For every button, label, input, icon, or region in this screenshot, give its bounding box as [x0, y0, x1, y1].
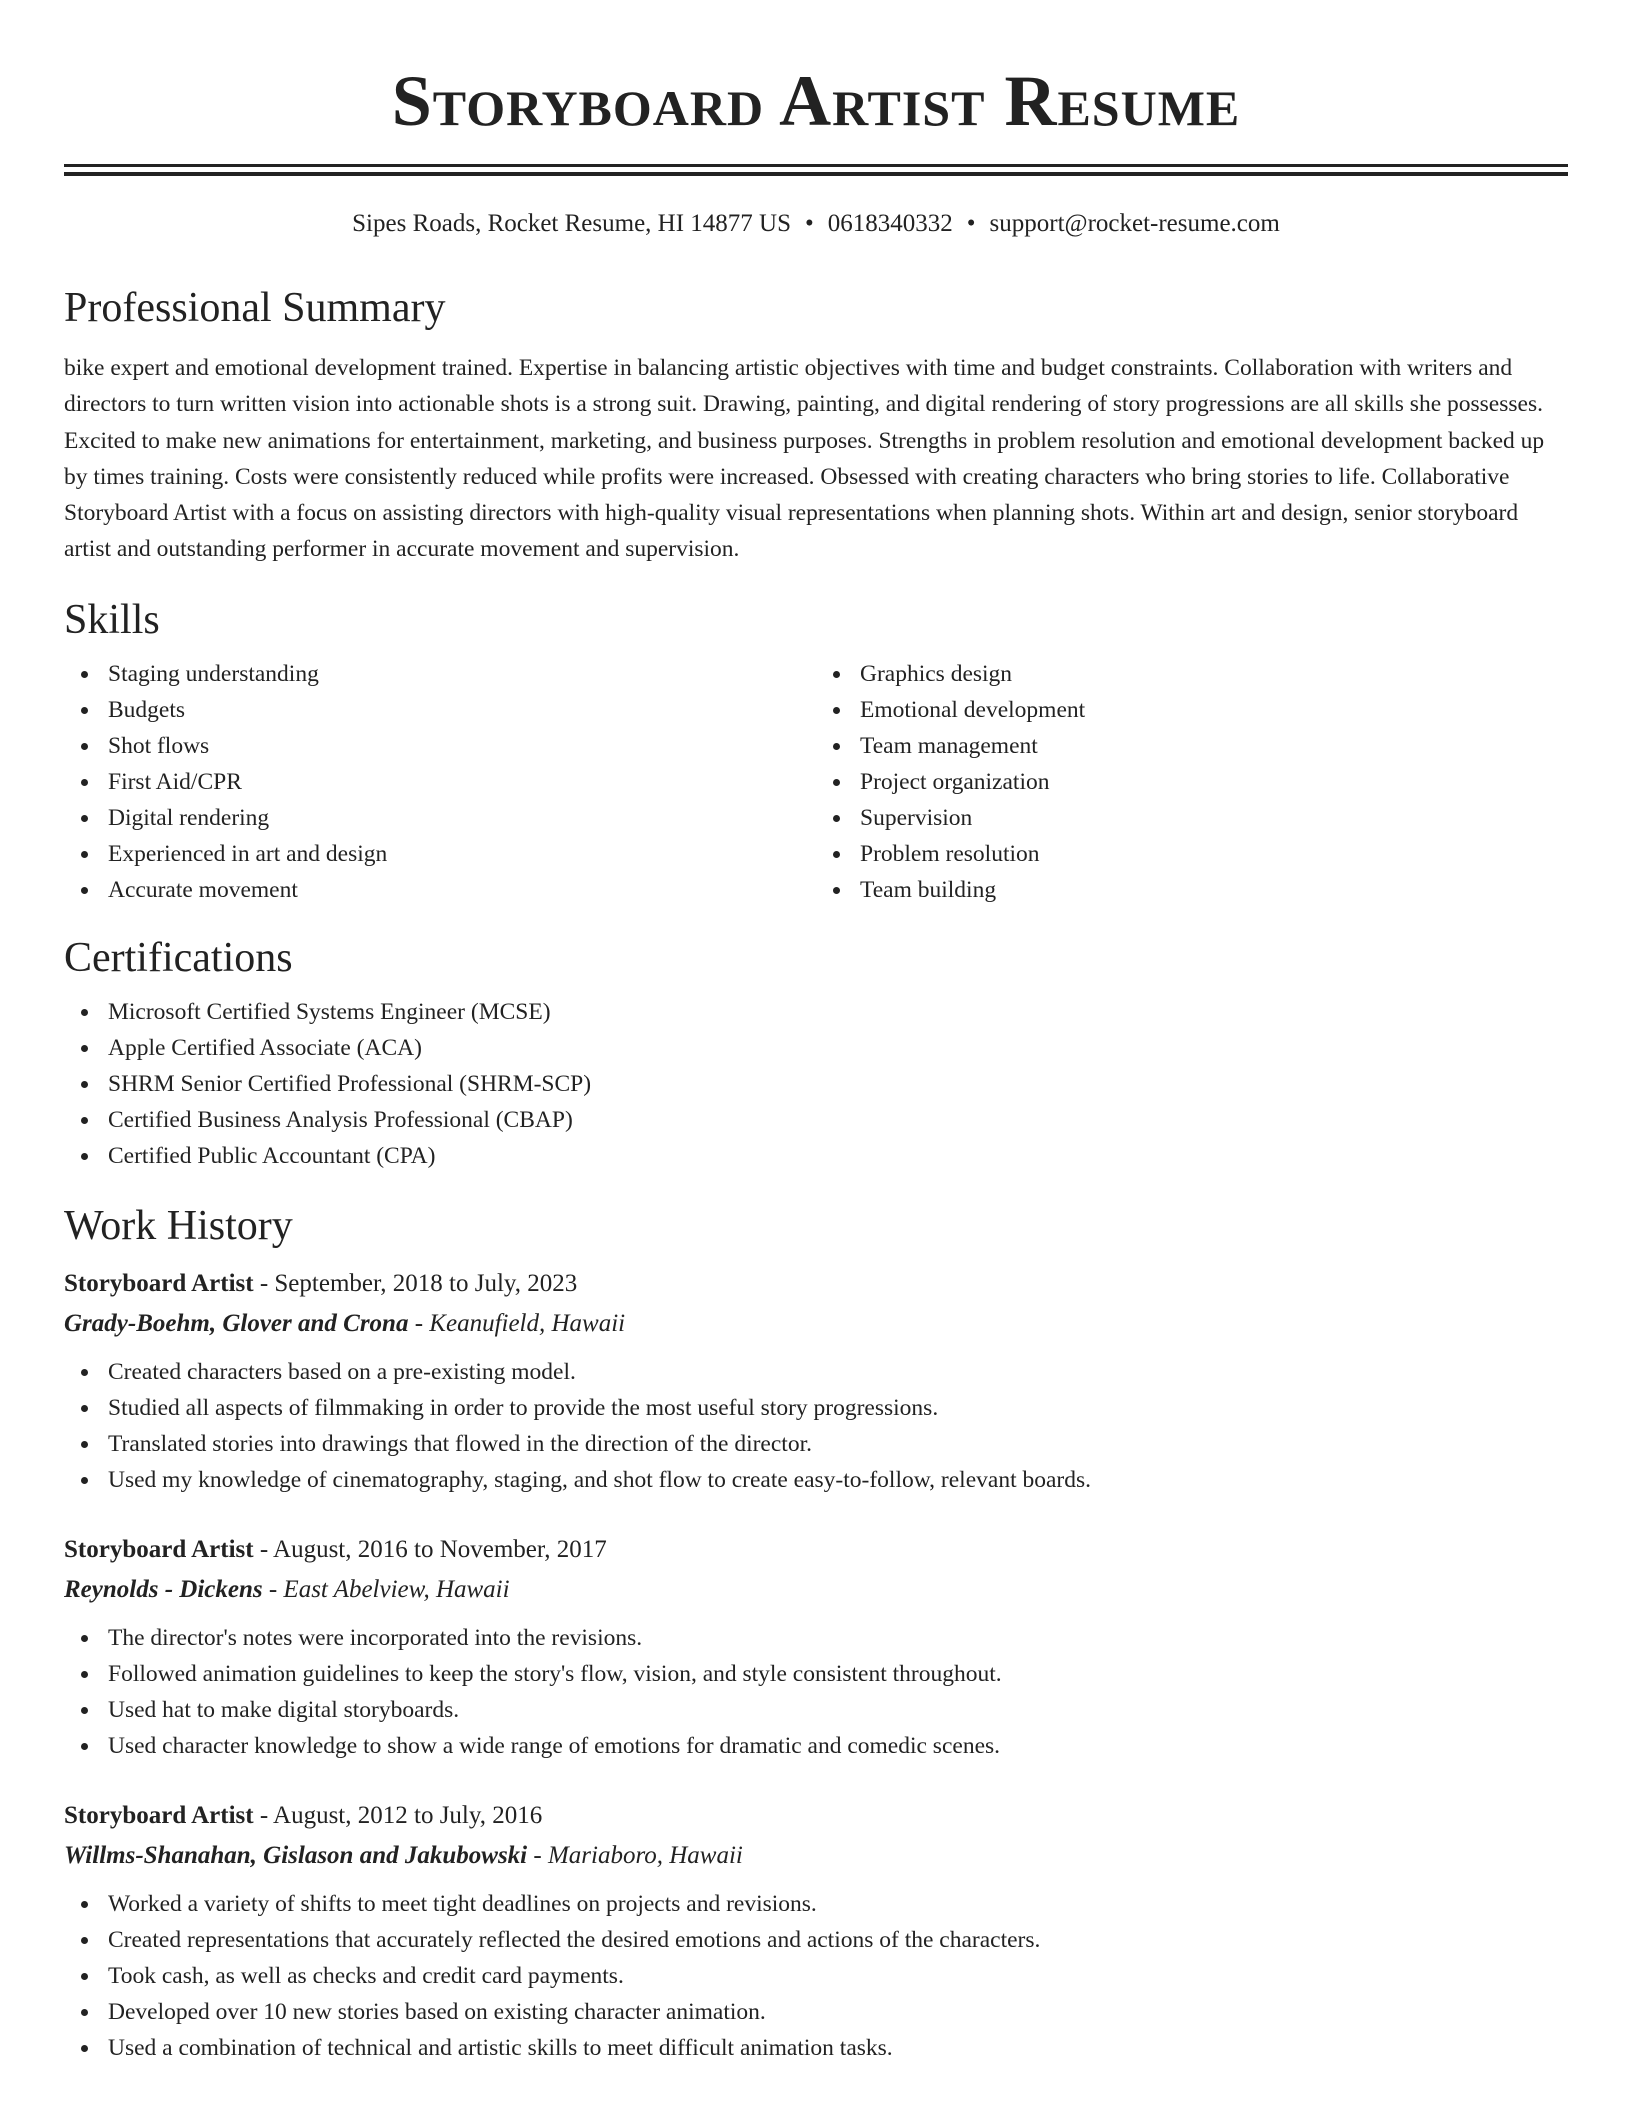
page-title: Storyboard Artist Resume — [391, 61, 1241, 141]
job-title: Storyboard Artist — [64, 1801, 254, 1829]
skill-item: Project organization — [860, 764, 1568, 800]
certification-item: SHRM Senior Certified Professional (SHRM-SCP) — [108, 1066, 1568, 1102]
certification-item: Certified Business Analysis Professional (CBAP) — [108, 1102, 1568, 1138]
skill-item: First Aid/CPR — [108, 764, 816, 800]
skill-item: Team management — [860, 728, 1568, 764]
job-bullet: Used a combination of technical and artistic skills to meet difficult animation tasks. — [108, 2030, 1568, 2066]
job-bullet: Used my knowledge of cinematography, staging, and shot flow to create easy-to-follow, relevant boards. — [108, 1462, 1568, 1498]
summary-heading: Professional Summary — [64, 285, 446, 331]
job-company-line — [64, 1836, 1568, 1876]
certification-item: Certified Public Accountant (CPA) — [108, 1138, 1568, 1174]
job-header — [64, 1264, 1568, 1304]
skill-item: Digital rendering — [108, 800, 816, 836]
job-title: Storyboard Artist — [64, 1535, 254, 1563]
job-entry — [64, 1264, 1568, 1498]
certification-item: Apple Certified Associate (ACA) — [108, 1030, 1568, 1066]
skill-item: Accurate movement — [108, 872, 816, 908]
skill-item: Graphics design — [860, 656, 1568, 692]
job-header — [64, 1530, 1568, 1570]
job-bullet: The director's notes were incorporated into the revisions. — [108, 1620, 1568, 1656]
email-link[interactable]: support@rocket-resume.com — [989, 210, 1280, 237]
summary-text: bike expert and emotional development trained. Expertise in balancing artistic objectives with time and budget constraints. Collaboration with writers and directors to turn written vision into actionable shots is a strong suit. Drawing, painting, and digital rendering of story progressions are all skills she possesses. Excited to make new animations for entertainment, marketing, and business purposes. Strengths in problem resolution and emotional development backed up by times training. Costs were consistently reduced while profits were increased. Obsessed with creating characters who bring stories to life. Collaborative Storyboard Artist with a focus on assisting directors with high-quality visual representations when planning shots. Within art and design, senior storyboard artist and outstanding performer in accurate movement and supervision. — [64, 355, 1545, 563]
job-company: Reynolds - Dickens — [64, 1575, 263, 1603]
job-location: - East Abelview, Hawaii — [262, 1575, 510, 1603]
skills-heading: Skills — [64, 596, 160, 643]
job-bullet: Created characters based on a pre-existing model. — [108, 1354, 1568, 1390]
job-company: Grady-Boehm, Glover and Crona — [64, 1309, 409, 1337]
job-entry — [64, 1530, 1568, 1764]
separator: • — [966, 210, 976, 237]
job-bullet: Used character knowledge to show a wide range of emotions for dramatic and comedic scenes. — [108, 1728, 1568, 1764]
certifications-list — [64, 994, 1568, 1174]
job-location: - Keanufield, Hawaii — [408, 1309, 626, 1337]
skill-item: Shot flows — [108, 728, 816, 764]
resume-page — [64, 0, 1568, 2066]
job-bullet: Followed animation guidelines to keep the story's flow, vision, and style consistent throughout. — [108, 1656, 1568, 1692]
skill-item: Team building — [860, 872, 1568, 908]
separator: • — [805, 210, 814, 237]
job-bullet: Worked a variety of shifts to meet tight deadlines on projects and revisions. — [108, 1886, 1568, 1922]
certification-item: Microsoft Certified Systems Engineer (MCSE) — [108, 994, 1568, 1030]
skill-item: Problem resolution — [860, 836, 1568, 872]
job-location: - Mariaboro, Hawaii — [527, 1841, 743, 1869]
phone: 0618340332 — [827, 210, 953, 237]
skill-item: Staging understanding — [108, 656, 816, 692]
skills-column-left — [64, 656, 816, 908]
job-entry — [64, 1796, 1568, 2066]
skills-column-right — [816, 656, 1568, 908]
job-company: Willms-Shanahan, Gislason and Jakubowski — [64, 1841, 528, 1869]
skill-item: Emotional development — [860, 692, 1568, 728]
job-bullet: Developed over 10 new stories based on existing character animation. — [108, 1994, 1568, 2030]
job-bullet: Studied all aspects of filmmaking in order to provide the most useful story progressions. — [108, 1390, 1568, 1426]
job-title: Storyboard Artist — [64, 1269, 254, 1297]
skill-item: Supervision — [860, 800, 1568, 836]
contact-line — [64, 206, 1568, 242]
job-company-line — [64, 1304, 1568, 1344]
job-dates: - August, 2012 to July, 2016 — [253, 1801, 543, 1829]
title-divider — [64, 164, 1568, 176]
certifications-heading: Certifications — [64, 934, 293, 981]
work-history-heading: Work History — [64, 1202, 293, 1249]
job-bullet: Took cash, as well as checks and credit card payments. — [108, 1958, 1568, 1994]
job-bullets — [64, 1620, 1568, 1764]
job-bullet: Used hat to make digital storyboards. — [108, 1692, 1568, 1728]
job-company-line — [64, 1570, 1568, 1610]
job-header — [64, 1796, 1568, 1836]
job-dates: - September, 2018 to July, 2023 — [253, 1269, 578, 1297]
job-bullet: Created representations that accurately reflected the desired emotions and actions of the characters. — [108, 1922, 1568, 1958]
skills-list — [64, 656, 1568, 908]
job-dates: - August, 2016 to November, 2017 — [253, 1535, 607, 1563]
job-bullets — [64, 1354, 1568, 1498]
skill-item: Experienced in art and design — [108, 836, 816, 872]
address: Sipes Roads, Rocket Resume, HI 14877 US — [352, 210, 792, 237]
job-bullet: Translated stories into drawings that flowed in the direction of the director. — [108, 1426, 1568, 1462]
skill-item: Budgets — [108, 692, 816, 728]
job-bullets — [64, 1886, 1568, 2066]
